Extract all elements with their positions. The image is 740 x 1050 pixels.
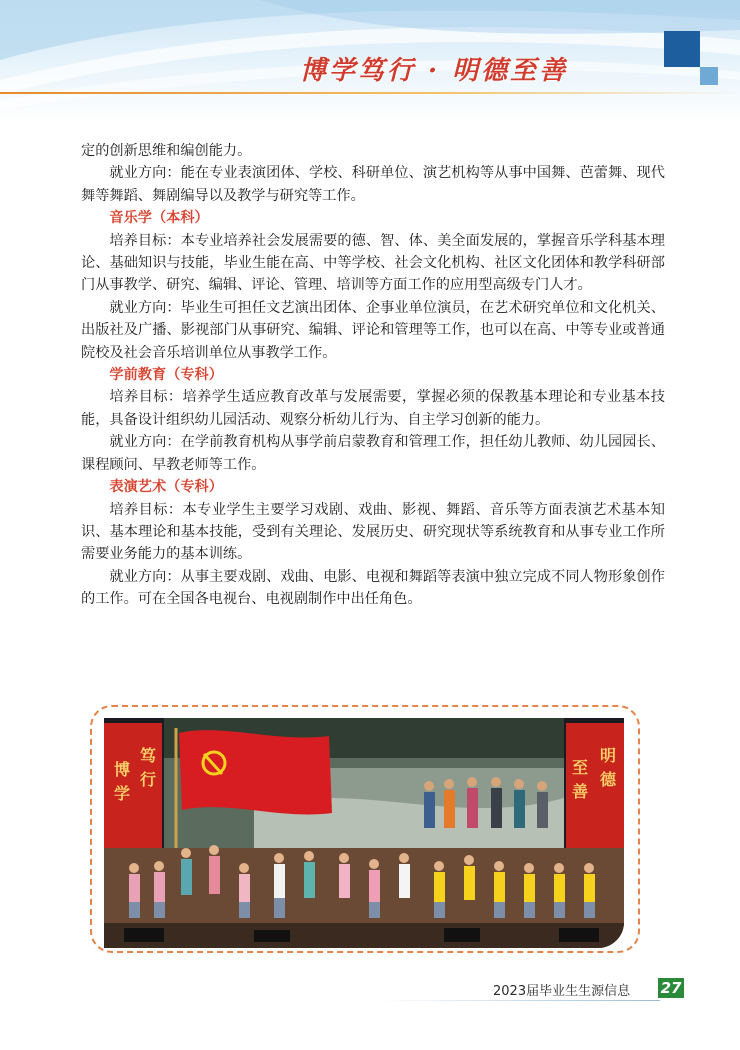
header-square-small — [700, 67, 718, 85]
paragraph-dance-ability: 定的创新思维和编创能力。 — [81, 143, 252, 159]
paragraph-music-employment: 就业方向：毕业生可担任文艺演出团体、企事业单位演员，在艺术研究单位和文化机关、出版社及广播、影视部门从事研究、编辑、评论和管理等工作，也可以在高、中等专业或普通院校及社会音乐培训单位从事教学工作。 — [81, 299, 665, 361]
banner-right-inner — [566, 756, 594, 804]
paragraph-performance-goal: 培养目标：本专业学生主要学习戏剧、戏曲、影视、舞蹈、音乐等方面表演艺术基本知识、基本理论和基本技能，受到有关理论、发展历史、研究现状等系统教育和从事专业工作所需要业务能力的基本训练。 — [81, 501, 665, 563]
paragraph-music-goal: 培养目标：本专业培养社会发展需要的德、智、体、美全面发展的，掌握音乐学科基本理论、基础知识与技能，毕业生能在高、中等学校、社会文化机构、社区文化团体和教学科研部门从事教学、研究、编辑、评论、管理、培训等方面工作的应用型高级专门人才。 — [81, 232, 665, 294]
header-square-large — [664, 31, 700, 67]
banner-left-outer — [108, 758, 136, 806]
banner-char: 博 — [113, 760, 130, 779]
banner-char: 明 — [599, 746, 616, 765]
banner-char: 笃 — [139, 746, 156, 765]
header-motto: 博学笃行 · 明德至善 — [300, 56, 569, 86]
footer-divider — [380, 1000, 660, 1001]
paragraph-dance-employment: 就业方向：能在专业表演团体、学校、科研单位、演艺机构等从事中国舞、芭蕾舞、现代舞等舞蹈、舞剧编导以及教学与研究等工作。 — [81, 165, 665, 204]
footer-label: 2023届毕业生生源信息 — [493, 984, 631, 999]
banner-right-outer — [594, 744, 622, 792]
header-banner — [0, 0, 740, 122]
section-title-performance: 表演艺术（专科） — [109, 479, 223, 496]
banner-char: 德 — [599, 770, 616, 789]
banner-left-inner — [134, 744, 162, 792]
banner-char: 善 — [571, 782, 588, 801]
section-title-preschool: 学前教育（专科） — [109, 367, 223, 384]
paragraph-preschool-employment: 就业方向：在学前教育机构从事学前启蒙教育和管理工作，担任幼儿教师、幼儿园园长、课程顾问、早教老师等工作。 — [81, 434, 665, 473]
banner-char: 至 — [571, 758, 588, 777]
header-divider — [0, 92, 740, 94]
banner-char: 学 — [113, 784, 130, 803]
paragraph-performance-employment: 就业方向：从事主要戏剧、戏曲、电影、电视和舞蹈等表演中独立完成不同人物形象创作的工作。可在全国各电视台、电视剧制作中出任角色。 — [81, 568, 665, 608]
stage-scene-graphic — [104, 718, 624, 948]
stage-performance-photo — [104, 718, 624, 948]
article-body — [81, 140, 665, 611]
page-number: 27 — [658, 978, 684, 998]
section-title-music: 音乐学（本科） — [109, 210, 209, 227]
paragraph-preschool-goal: 培养目标：培养学生适应教育改革与发展需要，掌握必须的保教基本理论和专业基本技能，具备设计组织幼儿园活动、观察分析幼儿行为、自主学习创新的能力。 — [81, 389, 665, 428]
banner-char: 行 — [139, 770, 156, 789]
